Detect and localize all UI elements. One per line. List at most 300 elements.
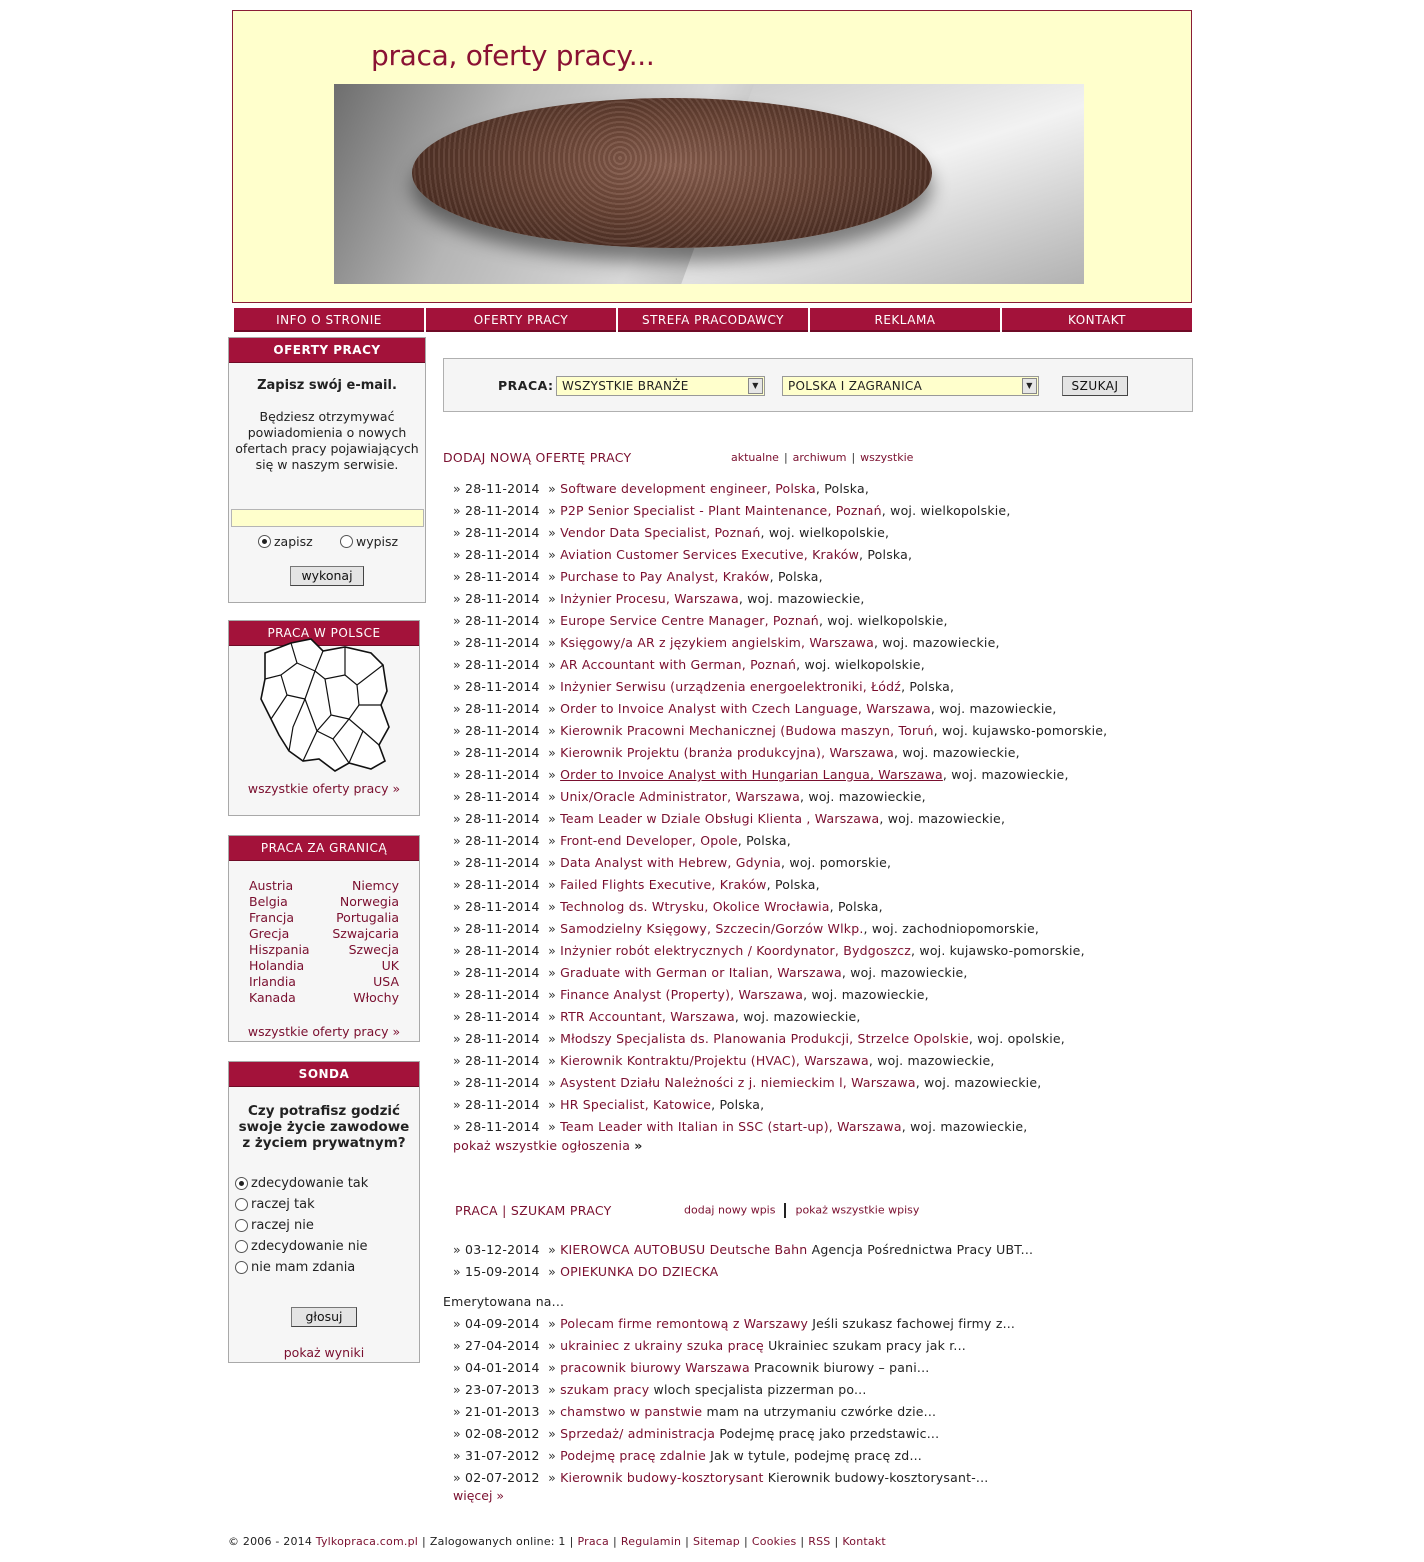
footer-site-link[interactable]: Tylkopraca.com.pl [315,1535,419,1548]
item-date: 28-11-2014 [465,833,540,848]
country-link[interactable]: Holandia [249,958,305,973]
show-all-offers-link[interactable]: pokaż wszystkie ogłoszenia » [453,1138,643,1153]
item-region: woj. pomorskie [789,855,887,870]
list-item: » 28-11-2014 » AR Accountant with German, Poznań, woj. wielkopolskie, [453,657,925,672]
bullet-icon: » [548,1338,556,1353]
footer-link-kontakt[interactable]: Kontakt [842,1535,886,1548]
item-region: Polska [867,547,908,562]
bullet-icon: » [548,1426,556,1441]
list-item: » 28-11-2014 » Samodzielny Księgowy, Szczecin/Gorzów Wlkp., woj. zachodniopomorskie, [453,921,1040,936]
item-date: 21-01-2013 [465,1404,540,1419]
item-date: 28-11-2014 [465,657,540,672]
item-title-link[interactable]: Księgowy/a AR z językiem angielskim, Warszawa [560,635,874,650]
item-date: 28-11-2014 [465,569,540,584]
item-date: 04-01-2014 [465,1360,540,1375]
item-snippet: Podejmę pracę jako przedstawic... [719,1426,940,1441]
burger-patty-image [334,84,1084,284]
country-link[interactable]: Norwegia [339,894,399,909]
item-date: 28-11-2014 [465,1119,540,1134]
bullet-icon: » [548,877,556,892]
footer-link-cookies[interactable]: Cookies [751,1535,797,1548]
item-title-link[interactable]: Kierownik budowy-kosztorysant [560,1470,764,1485]
list-item: » 28-11-2014 » Team Leader with Italian in SSC (start-up), Warszawa, woj. mazowieckie, [453,1119,1028,1134]
footer-link-praca[interactable]: Praca [577,1535,609,1548]
bullet-icon: » [548,657,556,672]
country-link[interactable]: Portugalia [336,910,399,925]
bullet-icon: » [453,767,461,782]
bullet-icon: » [453,679,461,694]
item-title-link[interactable]: Młodszy Specjalista ds. Planowania Produkcji, Strzelce Opolskie [560,1031,969,1046]
poll-radio[interactable] [235,1240,248,1253]
newsletter-title: Zapisz swój e-mail. [257,378,397,393]
bullet-icon: » [548,525,556,540]
item-region: woj. wielkopolskie [768,525,886,540]
bullet-icon: » [453,1031,461,1046]
item-date: 28-11-2014 [465,899,540,914]
bullet-icon: » [548,1119,556,1134]
bullet-icon: » [453,1009,461,1024]
item-title-link[interactable]: Kierownik Pracowni Mechanicznej (Budowa maszyn, Toruń [560,723,934,738]
email-input[interactable] [231,509,424,527]
item-title-link[interactable]: OPIEKUNKA DO DZIECKA [560,1264,719,1279]
radio-subscribe-label: zapisz [274,534,313,549]
item-title-link[interactable]: Asystent Działu Należności z j. niemieckim l, Warszawa [560,1075,916,1090]
item-title-link[interactable]: Kierownik Projektu (branża produkcyjna), Warszawa [560,745,895,760]
bullet-icon: » [453,943,461,958]
item-region: woj. mazowieckie [747,591,861,606]
item-title-link[interactable]: ukrainiec z ukrainy szuka pracę [560,1338,764,1353]
item-date: 27-04-2014 [465,1338,540,1353]
item-title-link[interactable]: Sprzedaż/ administracja [560,1426,716,1441]
bullet-icon: » [548,547,556,562]
list-item: » 28-11-2014 » RTR Accountant, Warszawa, woj. mazowieckie, [453,1009,861,1024]
poll-radio[interactable] [235,1219,248,1232]
poll-option-label: raczej tak [251,1197,315,1212]
list-item: » 28-11-2014 » Team Leader w Dziale Obsługi Klienta , Warszawa, woj. mazowieckie, [453,811,1006,826]
list-item: » 28-11-2014 » Inżynier Serwisu (urządzenia energoelektroniki, Łódź, Polska, [453,679,955,694]
item-region: woj. mazowieckie [910,1119,1024,1134]
poll-option[interactable] [235,1236,368,1257]
bullet-icon: » [548,481,556,496]
item-title-link[interactable]: Inżynier Serwisu (urządzenia energoelektroniki, Łódź [560,679,902,694]
item-region: woj. opolskie [977,1031,1061,1046]
poll-option[interactable] [235,1215,368,1236]
radio-subscribe[interactable] [258,534,313,549]
list-item: » 28-11-2014 » Młodszy Specjalista ds. Planowania Produkcji, Strzelce Opolskie, woj. opolskie, [453,1031,1065,1046]
poll-option[interactable] [235,1257,368,1278]
item-date: 28-11-2014 [465,701,540,716]
list-item [453,1357,1015,1379]
bullet-icon: » [548,1404,556,1419]
item-date: 28-11-2014 [465,1031,540,1046]
bullet-icon: » [453,965,461,980]
bullet-icon: » [548,1031,556,1046]
bullet-icon: » [548,965,556,980]
item-date: 28-11-2014 [465,1009,540,1024]
poll-option-label: nie mam zdania [251,1260,356,1275]
bullet-icon: » [548,701,556,716]
bullet-icon: » [548,855,556,870]
country-link[interactable]: Grecja [249,926,290,941]
item-region: woj. kujawsko-pomorskie [941,723,1104,738]
filter-wszystkie[interactable]: wszystkie [860,451,914,464]
bullet-icon: » [453,789,461,804]
bullet-icon: » [548,987,556,1002]
filter-aktualne[interactable]: aktualne [731,451,779,464]
bullet-icon: » [453,987,461,1002]
item-region: woj. mazowieckie [850,965,964,980]
country-list [249,878,399,1006]
bullet-icon: » [548,1316,556,1331]
posts-list-top [453,1239,1033,1283]
country-link[interactable]: UK [381,958,399,973]
bullet-icon: » [548,635,556,650]
abroad-box [228,835,420,1042]
item-snippet: Jeśli szukasz fachowej firmy z... [812,1316,1016,1331]
site-header [232,10,1192,303]
item-date: 28-11-2014 [465,965,540,980]
item-snippet: Jak w tytule, podejmę pracę zd... [710,1448,922,1463]
bullet-icon: » [548,723,556,738]
list-item: » 28-11-2014 » Graduate with German or Italian, Warszawa, woj. mazowieckie, [453,965,968,980]
list-item: » 28-11-2014 » Order to Invoice Analyst with Czech Language, Warszawa, woj. mazowieckie, [453,701,1057,716]
list-item: » 28-11-2014 » Inżynier robót elektrycznych / Koordynator, Bydgoszcz, woj. kujawsko-pomorskie, [453,943,1085,958]
more-posts-link[interactable]: więcej » [453,1488,505,1503]
bullet-icon: » [548,1382,556,1397]
item-title-link[interactable]: Kierownik Kontraktu/Projektu (HVAC), Warszawa [560,1053,869,1068]
bullet-icon: » [548,679,556,694]
filter-archiwum[interactable]: archiwum [792,451,847,464]
abroad-all-offers-link[interactable]: wszystkie oferty pracy » [247,1024,401,1039]
list-item [453,1379,1015,1401]
country-link[interactable]: Francja [249,910,295,925]
list-item: » 28-11-2014 » Vendor Data Specialist, Poznań, woj. wielkopolskie, [453,525,890,540]
bullet-icon: » [548,1264,556,1279]
radio-unsubscribe-label: wypisz [356,534,399,549]
bullet-icon: » [548,789,556,804]
nav-strefa[interactable]: STREFA PRACODAWCY [618,308,808,332]
item-title-link[interactable]: Polecam firme remontową z Warszawy [560,1316,809,1331]
item-title-link[interactable]: P2P Senior Specialist - Plant Maintenance, Poznań [560,503,882,518]
item-region: woj. zachodniopomorskie [871,921,1035,936]
search-box [443,358,1193,412]
country-link[interactable]: Szwajcaria [332,926,399,941]
item-title-link[interactable]: Europe Service Centre Manager, Poznań [560,613,819,628]
list-item: » 28-11-2014 » HR Specialist, Katowice, Polska, [453,1097,765,1112]
item-date: 28-11-2014 [465,613,540,628]
item-snippet: Pracownik biurowy – pani... [754,1360,930,1375]
item-date: 28-11-2014 [465,723,540,738]
bullet-icon: » [548,1075,556,1090]
bullet-icon: » [453,1360,461,1375]
item-title-link[interactable]: Team Leader w Dziale Obsługi Klienta , Warszawa [560,811,880,826]
list-item: » 28-11-2014 » Technolog ds. Wtrysku, Okolice Wrocławia, Polska, [453,899,883,914]
posts-list [453,1313,1015,1489]
bullet-icon: » [548,745,556,760]
list-item [453,1239,1033,1261]
item-date: 15-09-2014 [465,1264,540,1279]
list-item [453,1445,1015,1467]
show-all-offers-label[interactable]: pokaż wszystkie ogłoszenia [453,1138,631,1153]
list-item: » 28-11-2014 » Data Analyst with Hebrew, Gdynia, woj. pomorskie, [453,855,892,870]
bullet-icon: » [453,745,461,760]
country-link[interactable]: Irlandia [249,974,296,989]
bullet-icon: » [453,1242,461,1257]
item-date: 28-11-2014 [465,525,540,540]
country-link[interactable]: Niemcy [352,878,399,893]
bullet-icon: » [453,701,461,716]
item-region: Polska [719,1097,761,1112]
poll-results-link[interactable]: pokaż wyniki [283,1345,365,1360]
bullet-icon: » [548,1053,556,1068]
poll-option-label: raczej nie [251,1218,314,1233]
item-date: 02-08-2012 [465,1426,540,1441]
item-region: woj. kujawsko-pomorskie [919,943,1081,958]
list-item: » 28-11-2014 » Purchase to Pay Analyst, Kraków, Polska, [453,569,823,584]
search-label: PRACA: [498,378,554,393]
list-item: » 28-11-2014 » Kierownik Kontraktu/Projektu (HVAC), Warszawa, woj. mazowieckie, [453,1053,995,1068]
country-link[interactable]: Belgia [249,894,288,909]
radio-unsubscribe[interactable] [340,534,398,549]
country-link[interactable]: USA [373,974,399,989]
all-posts-link[interactable]: pokaż wszystkie wpisy [795,1203,920,1217]
offers-filters: aktualne | archiwum | wszystkie [731,451,914,464]
bullet-icon: » [453,1382,461,1397]
newsletter-header: OFERTY PRACY [229,338,425,363]
list-item: » 28-11-2014 » Europe Service Centre Manager, Poznań, woj. wielkopolskie, [453,613,948,628]
poll-radio[interactable] [235,1198,248,1211]
item-region: Polska [824,481,865,496]
item-date: 28-11-2014 [465,1097,540,1112]
poll-option-label: zdecydowanie tak [251,1176,369,1191]
item-title-link[interactable]: Software development engineer, Polska [560,481,816,496]
footer-online: Zalogowanych online: 1 [429,1535,566,1548]
item-snippet: Ukrainiec szukam pracy jak r... [768,1338,966,1353]
item-title-link[interactable]: KIEROWCA AUTOBUSU Deutsche Bahn [560,1242,808,1257]
item-date: 03-12-2014 [465,1242,540,1257]
posts-actions [684,1203,919,1218]
wykonaj-button[interactable]: wykonaj [290,566,364,586]
bullet-icon: » [453,1470,461,1485]
item-date: 28-11-2014 [465,679,540,694]
item-title-link[interactable]: Inżynier Procesu, Warszawa [560,591,739,606]
bullet-icon: » [453,1448,461,1463]
poll-radio[interactable] [235,1177,248,1190]
posts-heading[interactable]: PRACA | SZUKAM PRACY [455,1203,612,1218]
item-region: woj. wielkopolskie [827,613,944,628]
item-title-link[interactable]: Podejmę pracę zdalnie [560,1448,706,1463]
country-link[interactable]: Szwecja [348,942,399,957]
country-link[interactable]: Włochy [353,990,399,1005]
poll-header: SONDA [229,1062,419,1087]
list-item [453,1401,1015,1423]
item-date: 04-09-2014 [465,1316,540,1331]
bullet-icon: » [453,591,461,606]
country-link[interactable]: Hiszpania [249,942,310,957]
item-title-link[interactable]: Finance Analyst (Property), Warszawa [560,987,804,1002]
radio-unsubscribe-circle[interactable] [340,535,353,548]
bullet-icon: » [548,613,556,628]
bullet-icon: » [548,1097,556,1112]
bullet-icon: » [453,1053,461,1068]
item-title-link[interactable]: pracownik biurowy Warszawa [560,1360,750,1375]
list-item: » 28-11-2014 » Księgowy/a AR z językiem angielskim, Warszawa, woj. mazowieckie, [453,635,1000,650]
item-region: Polska [909,679,951,694]
item-title-link[interactable]: Order to Invoice Analyst with Czech Language, Warszawa [560,701,931,716]
bullet-icon: » [453,877,461,892]
bullet-icon: » [548,833,556,848]
item-title-link[interactable]: szukam pracy [560,1382,650,1397]
list-item [453,1313,1015,1335]
poll-option[interactable] [235,1194,368,1215]
add-offer-link[interactable]: DODAJ NOWĄ OFERTĘ PRACY [443,450,632,465]
region-select[interactable] [782,376,1039,396]
bullet-icon: » [453,635,461,650]
main-nav [234,308,1192,332]
item-title-link[interactable]: Data Analyst with Hebrew, Gdynia [560,855,782,870]
item-date: 28-11-2014 [465,943,540,958]
item-region: Polska [838,899,879,914]
industry-select[interactable] [556,376,765,396]
bullet-icon: » [453,1097,461,1112]
bullet-icon: » [453,855,461,870]
list-item [453,1261,1033,1283]
item-title-link[interactable]: Team Leader with Italian in SSC (start-up), Warszawa [560,1119,902,1134]
bullet-icon: » [453,723,461,738]
item-title-link[interactable]: Aviation Customer Services Executive, Kraków [560,547,860,562]
item-date: 28-11-2014 [465,745,540,760]
item-date: 28-11-2014 [465,789,540,804]
industry-select-value: WSZYSTKIE BRANŻE [562,379,689,393]
newsletter-text: Będziesz otrzymywać powiadomienia o nowych ofertach pracy pojawiających się w naszym serwisie. [235,409,419,472]
bullet-icon: » [548,1360,556,1375]
bullet-icon: » [548,569,556,584]
item-snippet: Agencja Pośrednictwa Pracy UBT... [811,1242,1034,1257]
offers-list [453,478,1107,1138]
item-title-link[interactable]: Order to Invoice Analyst with Hungarian Langua, Warszawa [560,767,943,782]
item-region: woj. wielkopolskie [890,503,1007,518]
nav-info[interactable]: INFO O STRONIE [234,308,424,332]
list-item: » 28-11-2014 » Aviation Customer Services Executive, Kraków, Polska, [453,547,913,562]
item-title-link[interactable]: Failed Flights Executive, Kraków [560,877,767,892]
bullet-icon: » [453,1264,461,1279]
list-item: » 28-11-2014 » Failed Flights Executive, Kraków, Polska, [453,877,820,892]
post-snippet-overflow: Emerytowana na... [443,1294,565,1309]
item-region: woj. mazowieckie [808,789,922,804]
list-item [453,1423,1015,1445]
bullet-icon: » [453,1316,461,1331]
footer-link-sitemap[interactable]: Sitemap [693,1535,740,1548]
list-item: » 28-11-2014 » Kierownik Pracowni Mechanicznej (Budowa maszyn, Toruń, woj. kujawsko-pomorskie, [453,723,1108,738]
poll-radio[interactable] [235,1261,248,1274]
item-date: 28-11-2014 [465,811,540,826]
list-item: » 28-11-2014 » P2P Senior Specialist - Plant Maintenance, Poznań, woj. wielkopolskie, [453,503,1011,518]
site-title: praca, oferty pracy... [371,39,655,72]
poland-header: PRACA W POLSCE [229,621,419,646]
item-date: 28-11-2014 [465,1075,540,1090]
vote-button[interactable]: głosuj [291,1307,357,1327]
item-region: woj. mazowieckie [882,635,996,650]
bullet-icon: » [548,1009,556,1024]
item-date: 28-11-2014 [465,987,540,1002]
item-date: 28-11-2014 [465,503,540,518]
item-region: woj. mazowieckie [924,1075,1038,1090]
item-region: woj. mazowieckie [951,767,1065,782]
list-item: » 28-11-2014 » Kierownik Projektu (branża produkcyjna), Warszawa, woj. mazowieckie, [453,745,1020,760]
item-title-link[interactable]: HR Specialist, Katowice [560,1097,712,1112]
item-snippet: mam na utrzymaniu czwórke dzie... [706,1404,937,1419]
poland-map-icon[interactable] [253,635,393,775]
country-link[interactable]: Kanada [249,990,296,1005]
item-title-link[interactable]: Inżynier robót elektrycznych / Koordynator, Bydgoszcz [560,943,912,958]
bullet-icon: » [453,613,461,628]
item-title-link[interactable]: Purchase to Pay Analyst, Kraków [560,569,770,584]
bullet-icon: » [548,767,556,782]
footer: © 2006 - 2014 Tylkopraca.com.pl | Zalogowanych online: 1 | Praca | Regulamin | Sitemap | Cookies | RSS | Kontakt [228,1535,886,1548]
bullet-icon: » [453,503,461,518]
item-title-link[interactable]: Front-end Developer, Opole [560,833,738,848]
item-region: woj. mazowieckie [743,1009,857,1024]
item-title-link[interactable]: Samodzielny Księgowy, Szczecin/Gorzów Wlkp. [560,921,864,936]
item-title-link[interactable]: chamstwo w panstwie [560,1404,703,1419]
chevron-down-icon[interactable]: ▼ [1022,378,1037,394]
nav-reklama[interactable]: REKLAMA [810,308,1000,332]
item-snippet: Kierownik budowy-kosztorysant-... [767,1470,989,1485]
chevron-down-icon[interactable]: ▼ [748,378,763,394]
radio-subscribe-circle[interactable] [258,535,271,548]
bullet-icon: » [548,921,556,936]
item-region: woj. mazowieckie [811,987,925,1002]
poll-options [235,1173,368,1278]
item-title-link[interactable]: RTR Accountant, Warszawa [560,1009,735,1024]
bullet-icon: » [453,657,461,672]
list-item: » 28-11-2014 » Unix/Oracle Administrator, Warszawa, woj. mazowieckie, [453,789,926,804]
search-button[interactable]: SZUKAJ [1062,376,1128,396]
poland-all-offers-link[interactable]: wszystkie oferty pracy » [247,781,401,796]
add-post-link[interactable]: dodaj nowy wpis [684,1203,776,1217]
poll-question: Czy potrafisz godzić swoje życie zawodowe z życiem prywatnym? [238,1103,410,1151]
item-region: Polska [746,833,787,848]
item-date: 28-11-2014 [465,1053,540,1068]
country-link[interactable]: Austria [249,878,294,893]
nav-oferty[interactable]: OFERTY PRACY [426,308,616,332]
poll-option-label: zdecydowanie nie [251,1239,368,1254]
bullet-icon: » [453,1426,461,1441]
list-item [453,1467,1015,1489]
item-date: 31-07-2012 [465,1448,540,1463]
item-title-link[interactable]: Technolog ds. Wtrysku, Okolice Wrocławia [560,899,830,914]
bullet-icon: » [548,1470,556,1485]
nav-kontakt[interactable]: KONTAKT [1002,308,1192,332]
item-title-link[interactable]: Graduate with German or Italian, Warszawa [560,965,842,980]
footer-link-rss[interactable]: RSS [808,1535,831,1548]
bullet-icon: » [548,811,556,826]
bullet-icon: » [548,503,556,518]
item-region: woj. wielkopolskie [804,657,921,672]
item-region: Polska [777,569,819,584]
item-snippet: wloch specjalista pizzerman po... [653,1382,867,1397]
item-region: Polska [774,877,816,892]
list-item: » 28-11-2014 » Front-end Developer, Opole, Polska, [453,833,791,848]
item-title-link[interactable]: AR Accountant with German, Poznań [560,657,797,672]
item-title-link[interactable]: Unix/Oracle Administrator, Warszawa [560,789,801,804]
list-item: » 28-11-2014 » Finance Analyst (Property), Warszawa, woj. mazowieckie, [453,987,929,1002]
footer-link-regulamin[interactable]: Regulamin [620,1535,682,1548]
bullet-icon: » [453,547,461,562]
item-title-link[interactable]: Vendor Data Specialist, Poznań [560,525,761,540]
poll-option[interactable] [235,1173,368,1194]
item-date: 02-07-2012 [465,1470,540,1485]
